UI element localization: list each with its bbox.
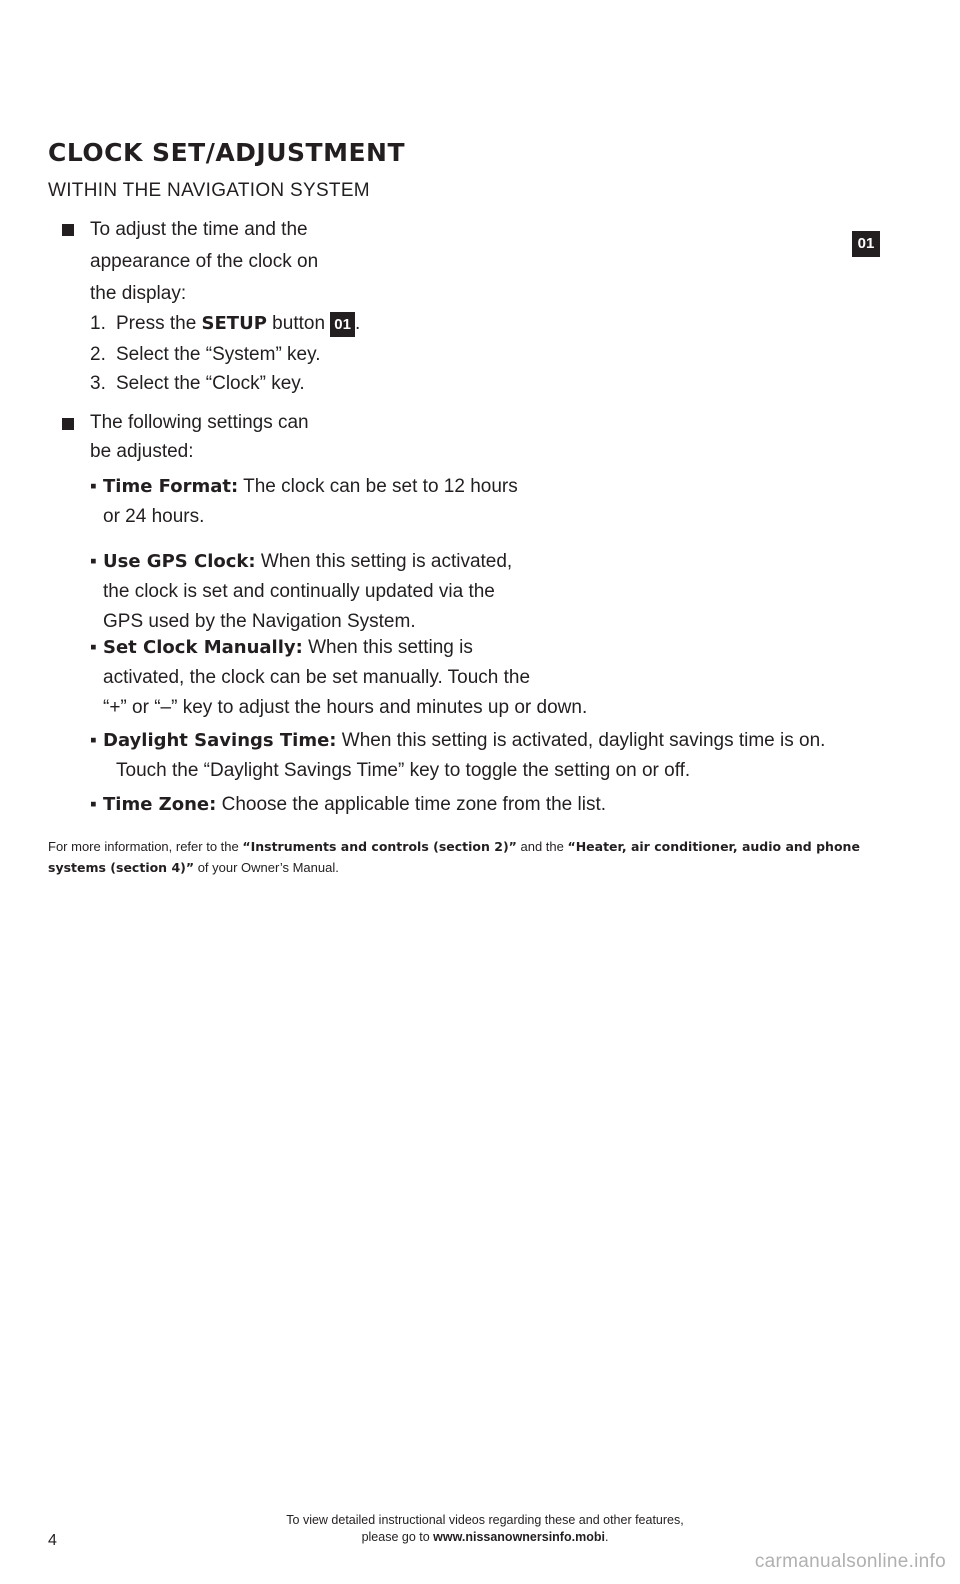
setting-text: When this setting is <box>302 637 473 658</box>
step-item <box>90 370 305 398</box>
note-reference: “Instruments and controls (section 2)” <box>242 839 517 854</box>
footer-text: please go to <box>361 1530 434 1544</box>
step-item <box>90 310 360 338</box>
setting-text: When this setting is activated, <box>255 551 513 572</box>
setting-text: or 24 hours. <box>103 506 205 527</box>
step-text: button <box>266 313 331 334</box>
step-number: 3. <box>90 373 106 394</box>
bullet-line: be adjusted: <box>90 441 194 462</box>
setting-label: Time Format: <box>103 476 239 497</box>
setting-time-format <box>90 472 518 532</box>
footer-text: . <box>604 1530 609 1544</box>
dot-bullet: ▪ <box>90 551 97 572</box>
setting-time-zone <box>90 790 606 820</box>
step-number: 2. <box>90 344 106 365</box>
footer-note <box>160 1512 810 1546</box>
note-text: and the <box>516 839 568 854</box>
note-reference: “Heater, air conditioner, audio and phone systems (section 4)” <box>48 839 860 875</box>
setting-text: the clock is set and continually updated via the <box>103 581 495 602</box>
footer-line: To view detailed instructional videos regarding these and other features, <box>286 1513 684 1527</box>
bullet-line: the display: <box>90 283 187 304</box>
page-title: CLOCK SET/ADJUSTMENT <box>48 138 406 167</box>
step-text: Select the “System” key. <box>116 344 321 365</box>
footer-url-link[interactable]: www.nissanownersinfo.mobi <box>433 1530 605 1544</box>
note-text: of your Owner’s Manual. <box>194 860 339 875</box>
setting-text: The clock can be set to 12 hours <box>238 476 518 497</box>
bullet-line: appearance of the clock on <box>90 251 319 272</box>
footer-line <box>160 1529 810 1546</box>
setting-text: Choose the applicable time zone from the list. <box>216 794 607 815</box>
dot-bullet: ▪ <box>90 637 97 658</box>
setting-text: “+” or “–” key to adjust the hours and minutes up or down. <box>103 697 588 718</box>
step-text: Press the <box>116 313 202 334</box>
step-number: 1. <box>90 313 106 334</box>
bullet-line: To adjust the time and the <box>90 219 308 240</box>
square-bullet-icon <box>62 418 74 430</box>
section-subhead: WITHIN THE NAVIGATION SYSTEM <box>48 180 370 201</box>
step-text: . <box>354 313 361 334</box>
step-item <box>90 341 321 369</box>
dot-bullet: ▪ <box>90 794 97 815</box>
setting-text: activated, the clock can be set manually. Touch the <box>103 667 531 688</box>
callout-badge-inline: 01 <box>330 312 355 337</box>
dot-bullet: ▪ <box>90 730 97 751</box>
callout-badge: 01 <box>852 231 880 257</box>
setup-button-label: SETUP <box>201 313 267 334</box>
setting-daylight-savings-time <box>90 726 825 786</box>
setting-text: Touch the “Daylight Savings Time” key to toggle the setting on or off. <box>116 760 691 781</box>
reference-note <box>48 836 908 878</box>
setting-label: Use GPS Clock: <box>103 551 256 572</box>
setting-text: When this setting is activated, daylight savings time is on. <box>336 730 826 751</box>
step-text: Select the “Clock” key. <box>116 373 305 394</box>
bullet-line: The following settings can <box>90 412 309 433</box>
page-number: 4 <box>48 1532 57 1549</box>
setting-label: Daylight Savings Time: <box>103 730 337 751</box>
setting-use-gps-clock <box>90 547 512 637</box>
setting-label: Set Clock Manually: <box>103 637 303 658</box>
note-text: For more information, refer to the <box>48 839 243 854</box>
square-bullet-icon <box>62 224 74 236</box>
watermark: carmanualsonline.info <box>754 1551 946 1572</box>
setting-text: GPS used by the Navigation System. <box>103 611 416 632</box>
setting-label: Time Zone: <box>103 794 217 815</box>
dot-bullet: ▪ <box>90 476 97 497</box>
setting-set-clock-manually <box>90 633 587 723</box>
